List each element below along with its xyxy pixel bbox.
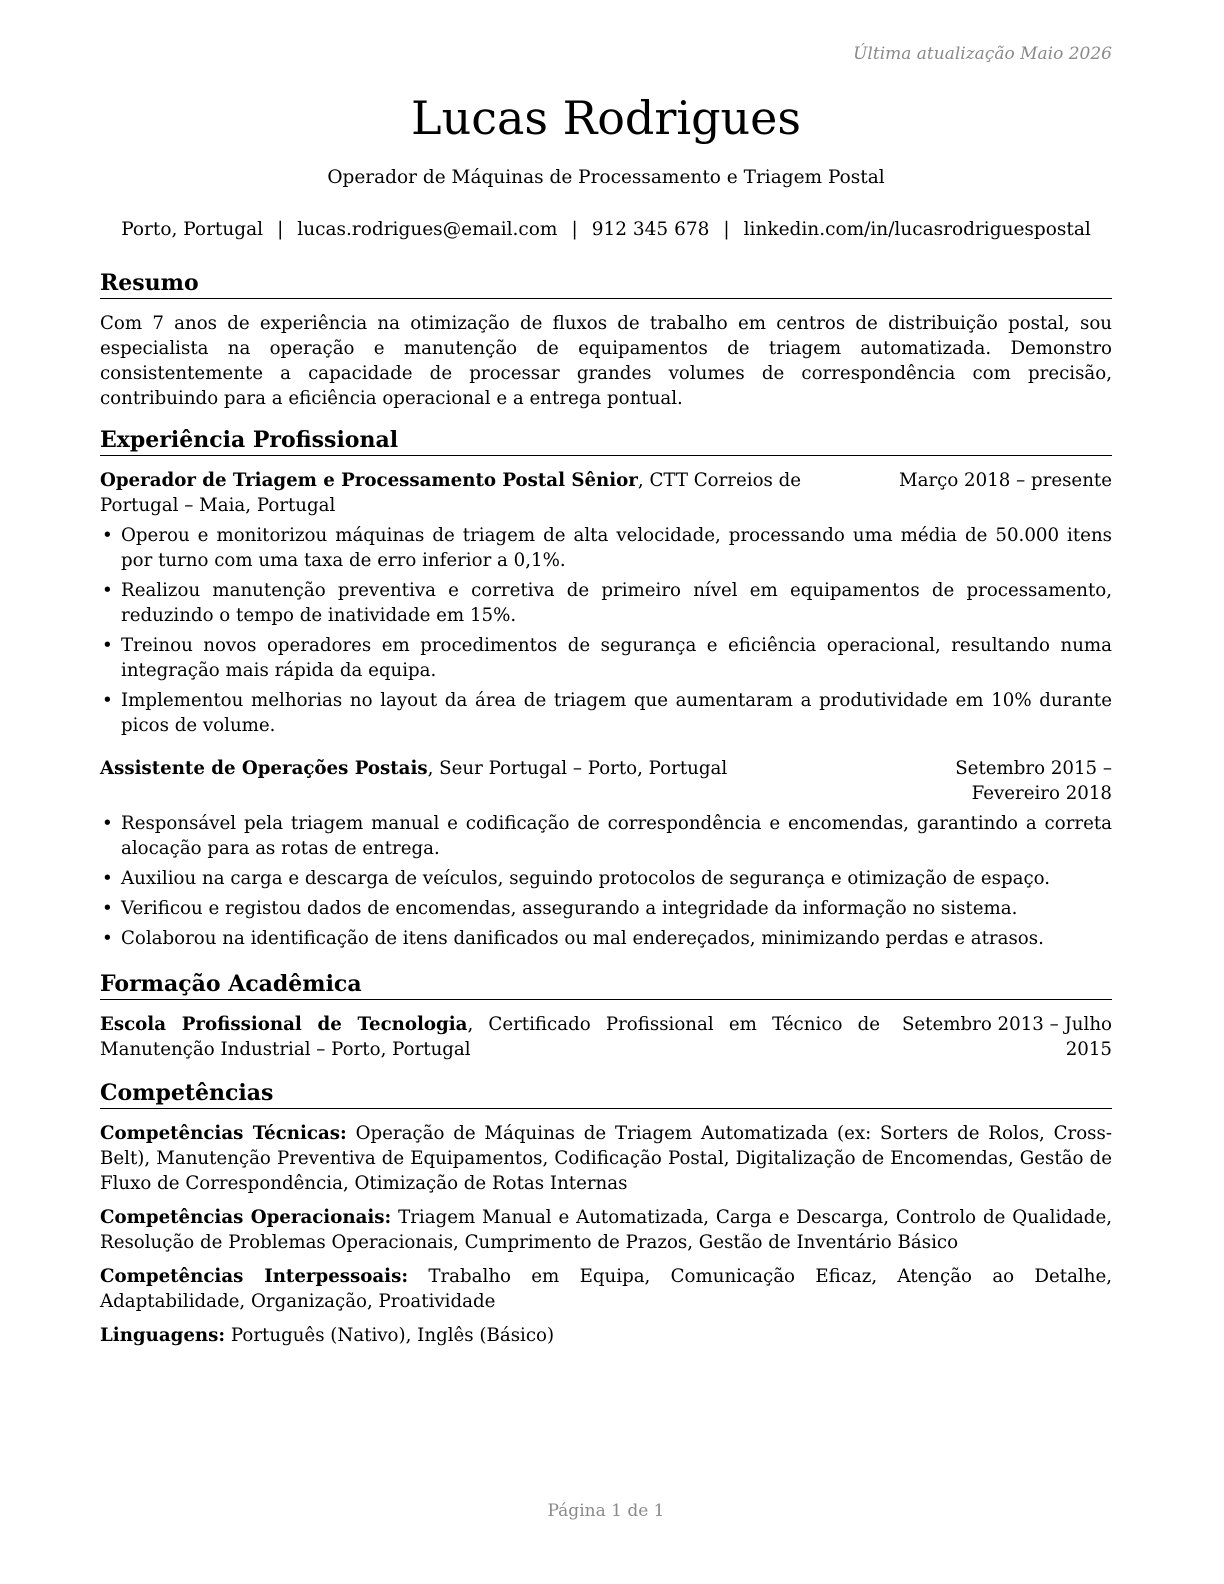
job-title: Operador de Máquinas de Processamento e Triagem Postal [327,167,885,188]
bullet-text: Auxiliou na carga e descarga de veículos, seguindo protocolos de segurança e otimização de espaço. [121,868,1051,889]
skill-group [100,1121,1112,1196]
bullet-text: Verificou e registou dados de encomendas, assegurando a integridade da informação no sistema. [121,898,1018,919]
job-dates: Setembro 2015 – Fevereiro 2018 [955,758,1112,804]
list-item [100,866,1112,891]
bullet-icon: • [102,635,113,656]
bullet-text: Implementou melhorias no layout da área de triagem que aumentaram a produtividade em 10% durante picos de volume. [121,690,1112,736]
job-dates: Março 2018 – presente [898,470,1112,491]
contact-line [100,219,1112,240]
list-item [100,578,1112,628]
skill-text: Português (Nativo), Inglês (Básico) [225,1325,555,1346]
bullet-icon: • [102,928,113,949]
job-role: Assistente de Operações Postais [100,758,428,779]
job-company: , CTT Correios de Portugal – Maia, Portugal [100,470,802,516]
bullet-icon: • [102,898,113,919]
education-detail: , Certificado Profissional em Técnico de Manutenção Industrial – Porto, Portugal [100,1014,880,1060]
skill-text: Triagem Manual e Automatizada, Carga e Descarga, Controlo de Qualidade, Resolução de Problemas Operacionais, Cumprimento de Prazos, Gestão de Inventário Básico [100,1207,1112,1253]
contact-linkedin: linkedin.com/in/lucasrodriguespostal [743,219,1091,240]
contact-location: Porto, Portugal [121,219,264,240]
skill-label: Competências Interpessoais: [100,1266,409,1287]
skills-section [100,1078,1112,1348]
list-item [100,926,1112,951]
job-bullets [100,523,1112,738]
bullet-text: Realizou manutenção preventiva e corretiva de primeiro nível em equipamentos de processamento, reduzindo o tempo de inatividade em 15%. [121,580,1112,626]
education-entry [100,1012,1112,1062]
skill-group [100,1264,1112,1314]
list-item [100,688,1112,738]
candidate-name: Lucas Rodrigues [411,91,801,145]
education-dates: Setembro 2013 – Julho 2015 [901,1014,1112,1060]
job-bullets [100,811,1112,951]
bullet-icon: • [102,868,113,889]
job-entry [100,468,1112,738]
list-item [100,633,1112,683]
section-title-summary: Resumo [100,268,1112,299]
list-item [100,523,1112,573]
resume-body [100,268,1112,1357]
summary-section [100,268,1112,411]
last-updated: Última atualização Maio 2026 [853,44,1112,64]
experience-section [100,425,1112,951]
skill-group [100,1205,1112,1255]
bullet-text: Responsável pela triagem manual e codificação de correspondência e encomendas, garantindo a correta alocação para as rotas de entrega. [121,813,1112,859]
skill-text: Trabalho em Equipa, Comunicação Eficaz, Atenção ao Detalhe, Adaptabilidade, Organização, Proatividade [100,1266,1112,1312]
bullet-icon: • [102,690,113,711]
job-header [100,756,1112,806]
bullet-icon: • [102,525,113,546]
section-title-skills: Competências [100,1078,1112,1109]
page-number: Página 1 de 1 [547,1501,665,1521]
bullet-text: Operou e monitorizou máquinas de triagem de alta velocidade, processando uma média de 50.000 itens por turno com uma taxa de erro inferior a 0,1%. [121,525,1112,571]
job-role: Operador de Triagem e Processamento Postal Sênior [100,470,638,491]
job-header [100,468,1112,518]
bullet-text: Colaborou na identificação de itens danificados ou mal endereçados, minimizando perdas e atrasos. [121,928,1044,949]
contact-phone: 912 345 678 [591,219,710,240]
skill-label: Competências Técnicas: [100,1123,347,1144]
job-entry [100,756,1112,951]
bullet-icon: • [102,813,113,834]
summary-text: Com 7 anos de experiência na otimização de fluxos de trabalho em centros de distribuição postal, sou especialista na operação e manutenção de equipamentos de triagem automatizada. Demonstro consistentemente a capacidade de processar grandes volumes de correspondência com precisão, contribuindo para a eficiência operacional e a entrega pontual. [100,313,1112,409]
contact-separator: | [571,219,578,240]
section-title-education: Formação Acadêmica [100,969,1112,1000]
skill-label: Competências Operacionais: [100,1207,392,1228]
contact-separator: | [723,219,730,240]
skill-group [100,1323,1112,1348]
job-company: , Seur Portugal – Porto, Portugal [427,758,728,779]
list-item [100,811,1112,861]
bullet-text: Treinou novos operadores em procedimentos de segurança e eficiência operacional, resultando numa integração mais rápida da equipa. [121,635,1112,681]
skill-label: Linguagens: [100,1325,226,1346]
contact-separator: | [277,219,284,240]
education-section [100,969,1112,1062]
education-school: Escola Profissional de Tecnologia [100,1014,468,1035]
section-title-experience: Experiência Profissional [100,425,1112,456]
list-item [100,896,1112,921]
contact-email: lucas.rodrigues@email.com [297,219,558,240]
resume-page [100,0,1112,1584]
bullet-icon: • [102,580,113,601]
skill-text: Operação de Máquinas de Triagem Automatizada (ex: Sorters de Rolos, Cross-Belt), Manutenção Preventiva de Equipamentos, Codificação Postal, Digitalização de Encomendas, Gestão de Fluxo de Correspondência, Otimização de Rotas Internas [100,1123,1112,1194]
